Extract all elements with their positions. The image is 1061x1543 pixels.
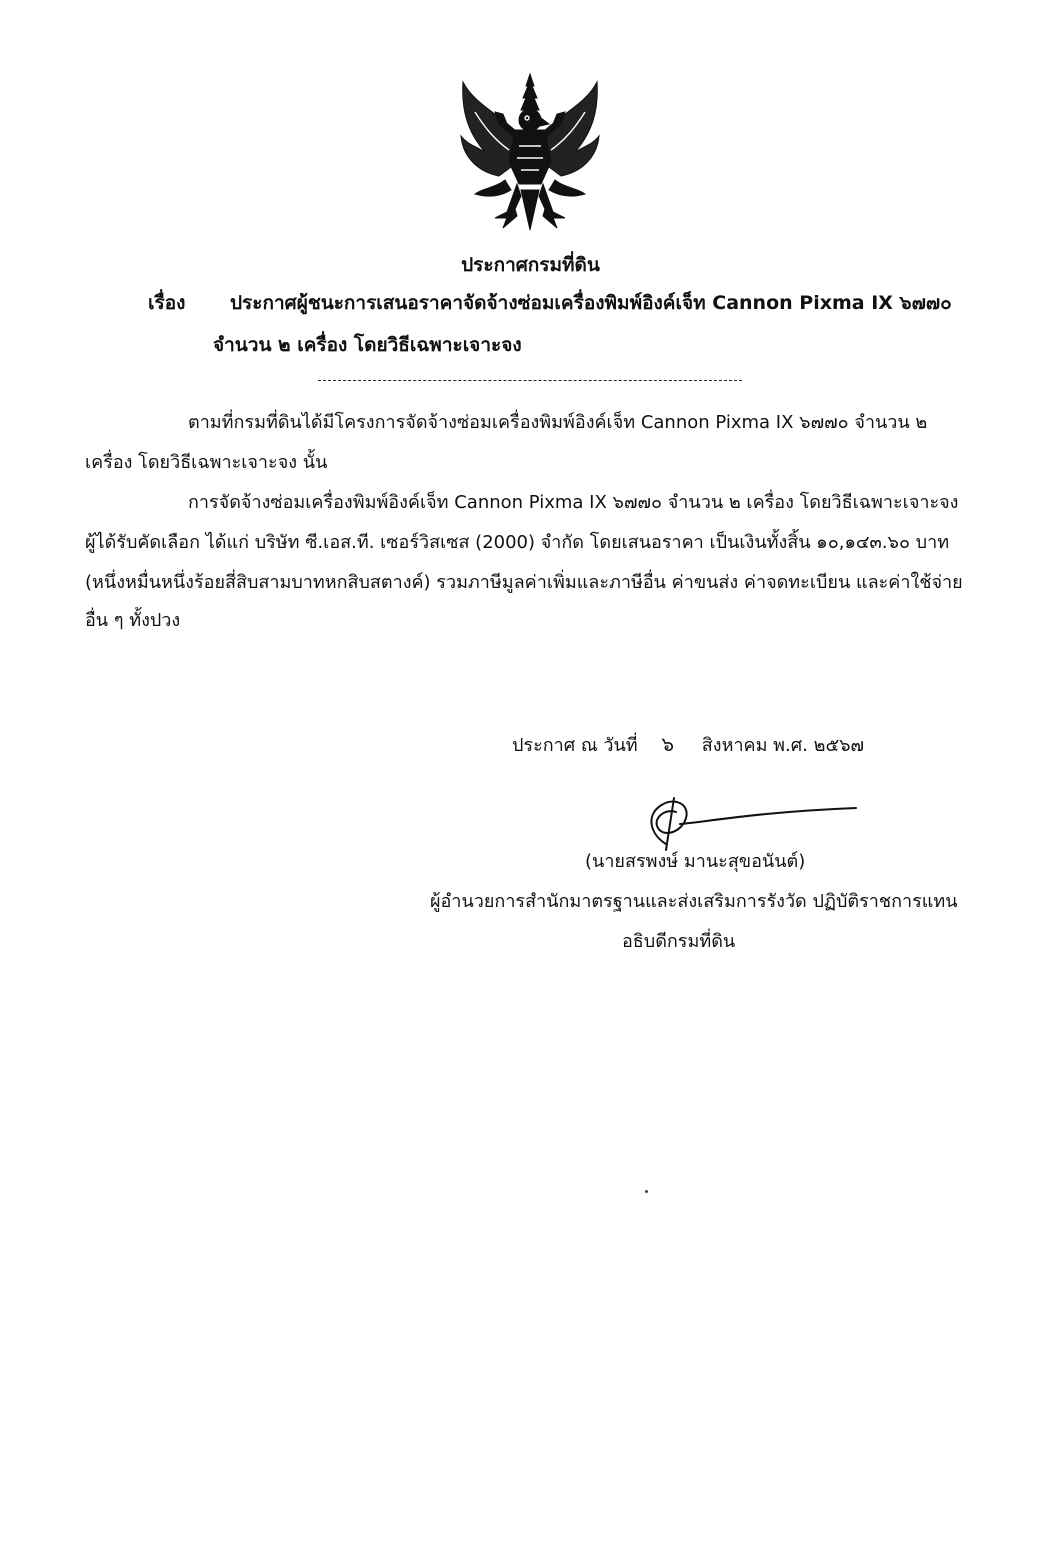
paragraph-2-line-1: การจัดจ้างซ่อมเครื่องพิมพ์อิงค์เจ็ท Cannon Pixma IX ๖๗๗๐ จำนวน ๒ เครื่อง โดยวิธีเฉพาะเจาะจง xyxy=(188,492,959,513)
scan-speck xyxy=(645,1190,648,1193)
separator-line xyxy=(318,380,742,381)
paragraph-2-line-2: ผู้ได้รับคัดเลือก ได้แก่ บริษัท ซี.เอส.ที. เซอร์วิสเซส (2000) จำกัด โดยเสนอราคา เป็นเงินทั้งสิ้น ๑๐,๑๔๓.๖๐ บาท xyxy=(85,532,950,553)
paragraph-2-line-4: อื่น ๆ ทั้งปวง xyxy=(85,610,181,631)
subject-label: เรื่อง xyxy=(148,292,186,314)
handwritten-signature xyxy=(636,794,860,852)
signer-name: (นายสรพงษ์ มานะสุขอนันต์) xyxy=(585,851,806,872)
paragraph-1-line-1: ตามที่กรมที่ดินได้มีโครงการจัดจ้างซ่อมเครื่องพิมพ์อิงค์เจ็ท Cannon Pixma IX ๖๗๗๐ จำนวน ๒ xyxy=(188,412,928,433)
page-title: ประกาศกรมที่ดิน xyxy=(461,254,600,276)
paragraph-2-line-3: (หนึ่งหมื่นหนึ่งร้อยสี่สิบสามบาทหกสิบสตางค์) รวมภาษีมูลค่าเพิ่มและภาษีอื่น ค่าขนส่ง ค่าจดทะเบียน และค่าใช้จ่าย xyxy=(85,572,963,593)
signer-position-2: อธิบดีกรมที่ดิน xyxy=(622,931,736,952)
date-prefix: ประกาศ ณ วันที่ xyxy=(512,735,638,756)
subject-line-1: ประกาศผู้ชนะการเสนอราคาจัดจ้างซ่อมเครื่องพิมพ์อิงค์เจ็ท Cannon Pixma IX ๖๗๗๐ xyxy=(230,292,952,314)
date-day: ๖ xyxy=(661,732,675,756)
garuda-emblem-icon xyxy=(455,72,605,234)
signer-position: ผู้อำนวยการสำนักมาตรฐานและส่งเสริมการรังวัด ปฏิบัติราชการแทน xyxy=(430,891,958,912)
announcement-date xyxy=(512,728,864,760)
subject-line-2: จำนวน ๒ เครื่อง โดยวิธีเฉพาะเจาะจง xyxy=(213,334,522,356)
paragraph-1-line-2: เครื่อง โดยวิธีเฉพาะเจาะจง นั้น xyxy=(85,452,328,473)
date-month-year: สิงหาคม พ.ศ. ๒๕๖๗ xyxy=(701,735,865,756)
